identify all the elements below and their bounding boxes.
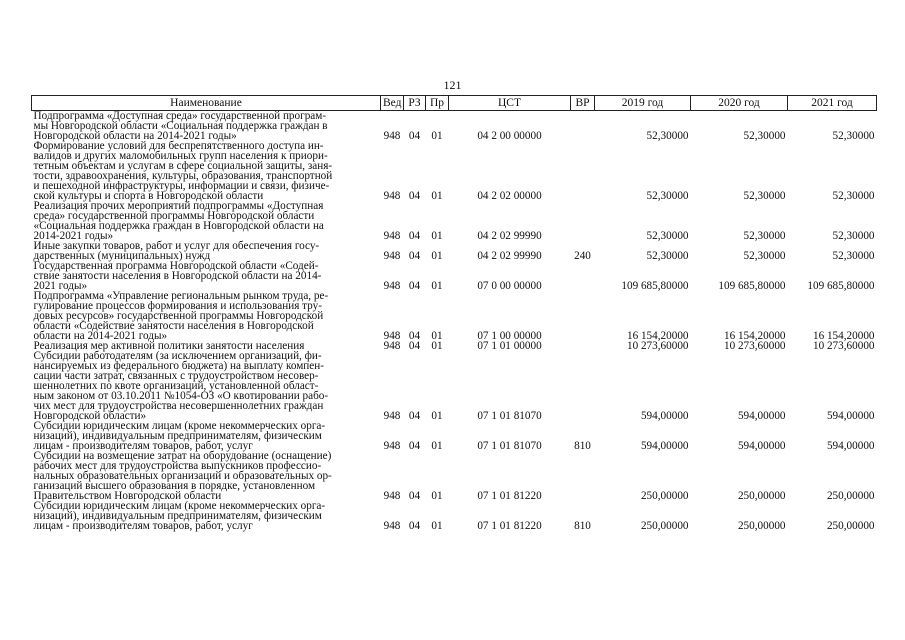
row-2020: 594,00000 (737, 440, 786, 452)
row-name-line: нансируемых из федерального бюджета) на выплату компен- (33, 360, 324, 372)
row-pr: 01 (431, 440, 443, 452)
row-vr (571, 141, 595, 201)
header-name: Наименование (32, 96, 381, 111)
row-pr: 01 (431, 330, 443, 342)
row-rz: 04 (408, 520, 421, 532)
row-ved: 948 (383, 330, 401, 342)
row-name (32, 351, 381, 421)
row-2020: 594,00000 (737, 410, 786, 422)
row-cst: 07 0 00 00000 (477, 280, 542, 292)
table-row (32, 421, 877, 451)
header-vr: ВР (571, 96, 595, 111)
row-2020: 10 273,60000 (723, 340, 786, 352)
row-rz: 04 (408, 230, 421, 242)
row-name-line: низаций), индивидуальным предпринимателям, физическим (33, 510, 322, 522)
row-name-line: Новгородской области» (33, 410, 147, 422)
row-cst: 04 2 00 00000 (477, 130, 542, 142)
row-name-line: среда» государственной программы Новгородской области (33, 210, 315, 222)
row-2021: 250,00000 (826, 520, 875, 532)
row-2020: 52,30000 (743, 250, 786, 262)
row-2019: 594,00000 (640, 440, 689, 452)
row-ved: 948 (383, 410, 401, 422)
header-cst: ЦСТ (449, 96, 571, 111)
row-rz: 04 (408, 330, 421, 342)
row-2020: 52,30000 (743, 190, 786, 202)
row-2020: 16 154,20000 (723, 330, 786, 342)
row-2020: 250,00000 (737, 520, 786, 532)
header-rz: РЗ (404, 96, 426, 111)
table-row (32, 261, 877, 291)
row-name-line: ской культуры и спорта в Новгородской области (33, 190, 264, 202)
row-name-line: шеннолетних по квоте организаций, установленной област- (33, 380, 319, 392)
row-name (32, 501, 381, 531)
row-2019: 109 685,80000 (621, 280, 689, 292)
row-rz: 04 (408, 250, 421, 262)
row-pr: 01 (431, 130, 443, 142)
row-name-line: гулирование процессов формирования и использования тру- (33, 300, 322, 312)
row-vr (571, 341, 595, 351)
row-2021: 52,30000 (832, 230, 875, 242)
budget-table (31, 95, 877, 531)
row-cst: 07 1 01 81070 (477, 410, 542, 422)
row-name (32, 111, 381, 142)
row-name-line: валидов и других маломобильных групп населения к приори- (33, 150, 328, 162)
row-name-line: низаций), индивидуальным предпринимателям, физическим (33, 430, 322, 442)
row-2021: 52,30000 (832, 130, 875, 142)
row-ved: 948 (383, 250, 401, 262)
row-name (32, 261, 381, 291)
row-name-line: Подпрограмма «Доступная среда» государственной програм- (33, 110, 327, 122)
row-name-line: Правительством Новгородской области (33, 490, 222, 502)
row-name-line: Формирование условий для беспрепятственного доступа ин- (33, 140, 324, 152)
row-name-line: ным законом от 03.10.2011 №1054-ОЗ «О квотировании рабо- (33, 390, 329, 402)
row-2019: 250,00000 (640, 520, 689, 532)
header-2019: 2019 год (595, 96, 691, 111)
row-vr (571, 261, 595, 291)
row-name-line: «Социальная поддержка граждан в Новгородской области на (33, 220, 324, 232)
row-name-line: Подпрограмма «Управление региональным рынком труда, ре- (33, 290, 329, 302)
table-row (32, 351, 877, 421)
table-row (32, 141, 877, 201)
row-name-line: области «Содействие занятости населения в Новгородской (33, 320, 314, 332)
row-cst: 07 1 01 81220 (477, 490, 542, 502)
row-rz: 04 (408, 340, 421, 352)
row-pr: 01 (431, 250, 443, 262)
row-2019: 10 273,60000 (626, 340, 689, 352)
row-name (32, 291, 381, 341)
table-row (32, 241, 877, 261)
row-name-line: мы Новгородской области «Социальная поддержка граждан в (33, 120, 328, 132)
row-cst: 04 2 02 99990 (477, 230, 542, 242)
header-ved: Вед (381, 96, 404, 111)
row-name-line: довых ресурсов» государственной программы Новгородской (33, 310, 324, 322)
row-2021: 109 685,80000 (807, 280, 875, 292)
row-2019: 52,30000 (646, 190, 689, 202)
row-name (32, 241, 381, 261)
row-name-line: лицам - производителям товаров, работ, услуг (33, 440, 253, 452)
row-2021: 250,00000 (826, 490, 875, 502)
row-name-line: чих мест для трудоустройства несовершеннолетних граждан (33, 400, 324, 412)
row-2019: 594,00000 (640, 410, 689, 422)
row-name-line: Субсидии на возмещение затрат на оборудование (оснащение) (33, 450, 332, 462)
row-2020: 250,00000 (737, 490, 786, 502)
row-vr (571, 451, 595, 501)
page-number: 121 (443, 78, 462, 92)
row-name-line: нальных образовательных организаций и образовательных ор- (33, 470, 332, 482)
row-ved: 948 (383, 490, 401, 502)
row-2021: 594,00000 (826, 410, 875, 422)
row-pr: 01 (431, 490, 443, 502)
row-2019: 16 154,20000 (626, 330, 689, 342)
row-2019: 250,00000 (640, 490, 689, 502)
row-pr: 01 (431, 410, 443, 422)
row-name-line: сации части затрат, связанных с трудоустройством несовер- (33, 370, 319, 382)
row-2020: 52,30000 (743, 130, 786, 142)
row-name (32, 201, 381, 241)
row-vr (571, 291, 595, 341)
row-vr: 810 (574, 440, 591, 452)
row-name-line: дарственных (муниципальных) нужд (33, 250, 211, 262)
row-ved: 948 (383, 280, 401, 292)
row-2021: 594,00000 (826, 440, 875, 452)
row-pr: 01 (431, 340, 443, 352)
row-2021: 16 154,20000 (812, 330, 875, 342)
row-rz: 04 (408, 190, 421, 202)
row-name-line: Реализация прочих мероприятий подпрограммы «Доступная (33, 200, 324, 212)
row-rz: 04 (408, 280, 421, 292)
row-ved: 948 (383, 440, 401, 452)
row-ved: 948 (383, 230, 401, 242)
row-pr: 01 (431, 190, 443, 202)
row-ved: 948 (383, 340, 401, 352)
row-cst: 07 1 01 00000 (477, 340, 542, 352)
table-row (32, 291, 877, 341)
row-2019: 52,30000 (646, 130, 689, 142)
header-row (32, 96, 877, 111)
row-2020: 109 685,80000 (718, 280, 786, 292)
row-name-line: лицам - производителям товаров, работ, услуг (33, 520, 253, 532)
row-cst: 04 2 02 99990 (477, 250, 542, 262)
row-name-line: тетным объектам и услугам в сфере социальной защиты, заня- (33, 160, 333, 172)
row-name (32, 141, 381, 201)
row-pr: 01 (431, 280, 443, 292)
row-2019: 52,30000 (646, 250, 689, 262)
row-name-line: 2014-2021 годы» (33, 230, 114, 242)
row-name (32, 421, 381, 451)
row-cst: 04 2 02 00000 (477, 190, 542, 202)
row-vr (571, 111, 595, 142)
row-name-line: 2021 годы» (33, 280, 88, 292)
row-2020: 52,30000 (743, 230, 786, 242)
row-ved: 948 (383, 130, 401, 142)
row-vr: 810 (574, 520, 591, 532)
row-rz: 04 (408, 490, 421, 502)
row-name-line: области на 2014-2021 годы» (33, 330, 168, 342)
row-name-line: и пешеходной инфраструктуры, информации и связи, физиче- (33, 180, 330, 192)
row-rz: 04 (408, 440, 421, 452)
table-row (32, 451, 877, 501)
row-vr (571, 201, 595, 241)
row-name-line: Реализация мер активной политики занятости населения (33, 340, 305, 352)
row-name-line: Субсидии юридическим лицам (кроме некоммерческих орга- (33, 500, 326, 512)
row-name (32, 451, 381, 501)
row-rz: 04 (408, 410, 421, 422)
row-name-line: Субсидии юридическим лицам (кроме некоммерческих орга- (33, 420, 326, 432)
table-row (32, 201, 877, 241)
row-name-line: Иные закупки товаров, работ и услуг для обеспечения госу- (33, 240, 320, 252)
table-body (32, 111, 877, 532)
row-2019: 52,30000 (646, 230, 689, 242)
row-vr (571, 351, 595, 421)
row-cst: 07 1 00 00000 (477, 330, 542, 342)
row-name-line: ганизаций высшего образования в порядке, установленном (33, 480, 316, 492)
row-name-line: Субсидии работодателям (за исключением организаций, фи- (33, 350, 322, 362)
row-2021: 10 273,60000 (812, 340, 875, 352)
row-cst: 07 1 01 81220 (477, 520, 542, 532)
row-name-line: рабочих мест для трудоустройства выпускников профессио- (33, 460, 322, 472)
table-row (32, 501, 877, 531)
row-vr: 240 (574, 250, 591, 262)
row-cst: 07 1 01 81070 (477, 440, 542, 452)
header-2020: 2020 год (691, 96, 788, 111)
row-name-line: ствие занятости населения в Новгородской области на 2014- (33, 270, 322, 282)
row-name-line: Новгородской области на 2014-2021 годы» (33, 130, 237, 142)
row-2021: 52,30000 (832, 190, 875, 202)
header-2021: 2021 год (788, 96, 877, 111)
row-rz: 04 (408, 130, 421, 142)
table-row (32, 111, 877, 142)
row-2021: 52,30000 (832, 250, 875, 262)
row-name-line: Государственная программа Новгородской области «Содей- (33, 260, 319, 272)
row-pr: 01 (431, 520, 443, 532)
row-ved: 948 (383, 190, 401, 202)
row-ved: 948 (383, 520, 401, 532)
header-pr: Пр (426, 96, 449, 111)
row-pr: 01 (431, 230, 443, 242)
row-name-line: тости, здравоохранения, культуры, образования, транспортной (33, 170, 333, 182)
